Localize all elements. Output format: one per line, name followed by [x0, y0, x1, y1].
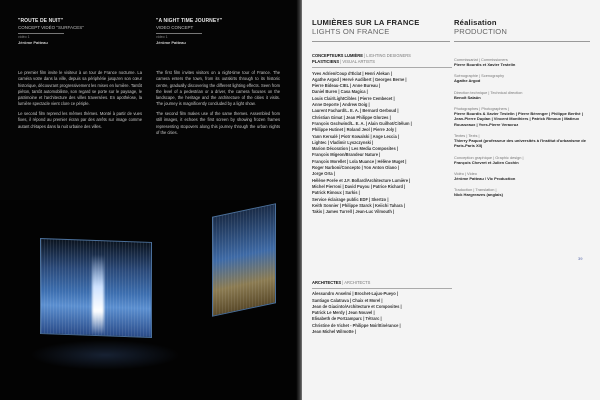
section-heading [312, 280, 452, 286]
architects-section [312, 280, 452, 335]
designers-list [312, 71, 452, 216]
credit-line: Marion Décoration | Les Media Composites | [312, 146, 399, 152]
architects-heading-en: | ARCHITECTS [342, 280, 371, 285]
credit-line: Louis Clair/LightCibles | Pierre Cembecet | [312, 95, 395, 101]
floor-glow [30, 340, 180, 370]
credit-line: Jean Michel Wilmotte | [312, 329, 356, 335]
credit-line: Takis | James Turrell | Jean-Luc Vilmouth | [312, 209, 395, 215]
production-name: Benoît Salaün [454, 94, 481, 100]
credit-line: Lightec | Vladimir Lyszczynski | [312, 139, 374, 145]
divider [312, 41, 450, 42]
projection-screen-right [212, 203, 276, 317]
realisation-fr: Réalisation [454, 18, 497, 27]
designers-heading-en: | LIGHTING DESIGNERS [364, 53, 411, 58]
production-title [454, 18, 590, 42]
divider [312, 67, 452, 68]
credit-line: Keith Sonnier | Philippe Starck | Keiichi Tahara | [312, 202, 405, 208]
divider [312, 288, 452, 289]
realisation-en: PRODUCTION [454, 27, 508, 36]
page-number: 39 [578, 256, 583, 261]
fr-credit-name: Jérôme Patteau [18, 39, 48, 45]
credit-line: Anne Deporte | Andrew Doig | [312, 102, 370, 108]
credit-line: Jean de Giacinto/Architecture et Composites | [312, 303, 402, 309]
section-heading [312, 59, 452, 65]
right-page [302, 0, 600, 400]
artists-heading-en: | VISUAL ARTISTS [340, 59, 375, 65]
production-name: Thierry Paquot (professeur des universités à l'Institut d'urbanisme de Paris-Paris XII) [454, 137, 586, 149]
credit-line: Roger Narboni/Concepto | Yon Anton Olano | [312, 165, 400, 171]
production-item [454, 187, 588, 197]
divider [18, 33, 64, 34]
fr-paragraph: Le premier film invite le visiteur à un tour de France nocturne. La caméra votre dans la ville, depuis sa périphérie jusqu'en son cœur historique, découvrant progressivement les mises en lumière. Tantôt piéton, tantôt automobiliste, son regard se porte sur le paysage, le patrimoine et l'architecture des villes traversées. En apothéose, la lumière spectacle vient clore ce périple. [18, 70, 142, 107]
production-credits [454, 57, 588, 204]
title-fr: LUMIÈRES SUR LA FRANCE [312, 18, 420, 27]
architects-list [312, 291, 452, 335]
credit-line: Hélène Porée et J.F. Bollard/Architecture Lumière | [312, 177, 411, 183]
production-item [454, 57, 588, 67]
credit-line: Santiago Calatrava | Chaix et Morel | [312, 297, 383, 303]
fr-paragraph: Le second film reprend les mêmes thèmes. Monté à partir de vues fixes, il répond au premier écran par des arrêts sur image comme autant d'étapes dans la nuit urbaine des villes. [18, 110, 142, 129]
en-credit-name: Jérôme Patteau [156, 39, 186, 45]
installation-photo [0, 200, 298, 400]
credit-line: Christian Gimat | Jean Philippe Glorzes | [312, 114, 391, 120]
production-role: Scénographie | Scenography [454, 73, 505, 79]
credit-line: Yves Adrien/Coup d'Éclat | Henri Alekan | [312, 70, 392, 76]
architects-heading: ARCHITECTES [312, 280, 342, 285]
fr-text [18, 70, 142, 133]
production-item [454, 155, 588, 165]
credit-line: Alessandro Anselmi | Brochet-Lajus-Pueyo | [312, 291, 399, 297]
divider [454, 41, 590, 42]
production-role: Commissariat | Commissioners [454, 57, 508, 62]
credit-line: Laurent Fachard/L. E. A. | Bernard Gerboud | [312, 108, 399, 114]
fr-credit-label: vidéo 1 [18, 35, 30, 39]
artists-heading: PLASTICIENS [312, 59, 340, 65]
production-name: Jérôme Patteau / Vic Production [454, 175, 516, 181]
production-name: Pierre Bourdis & Xavier Testelin | Pierre Bérenger | Philippe Berthé | Jean-Pierre Duplan | Vincent Monthiers | Patrick Rimoux | Matieux Rousseaux | Yves-Pierre Veracruz [454, 111, 583, 127]
credit-line: Yann Kersalé | Piotr Kowalski | Ange Leccia | [312, 133, 400, 139]
credit-line: Patrick Rimoux | Sarkis | [312, 190, 360, 196]
credit-line: Michel Pierroni | David Puyou | Patrice Richard | [312, 183, 406, 189]
credit-line: Philippe Hutinet | Roland Jeol | Pierre Joly | [312, 127, 397, 133]
en-film-subtitle: VIDEO CONCEPT [156, 24, 194, 30]
credit-line: François Morellet | Lola Muance | Hélène Muget | [312, 158, 407, 164]
production-name: Pierre Bourdis et Xavier Testelin [454, 62, 516, 67]
production-role: Vidéo | Video [454, 170, 477, 176]
credit-line: Christine de Vichet - Philippe Noir/Itinérance | [312, 322, 401, 328]
production-item [454, 106, 588, 127]
credit-line: Pierre Bideau-CIEL | Anne Bureau | [312, 83, 381, 89]
production-item [454, 90, 588, 100]
production-name: Nick Hargreaves (anglais) [454, 192, 503, 198]
en-paragraph: The second film makes use of the same themes. Assembled from still images, it echoes the first screen by showing frozen frames representing stopovers along this journey through the urban nights of the cities. [156, 110, 280, 135]
fr-film-subtitle: CONCEPT VIDÉO "SURFACES" [18, 24, 84, 30]
credit-line: Elisabeth de Portzamparc | Tétrarc | [312, 316, 382, 322]
light-streak [92, 255, 104, 335]
production-item [454, 171, 588, 181]
production-name: Agathe Argod [454, 78, 481, 84]
exhibition-title [312, 18, 450, 42]
production-name: François Chevret et Julien Cochin [454, 159, 519, 165]
designers-heading: CONCEPTEURS LUMIÈRE [312, 53, 363, 58]
credit-line: François Migeon/Brandeur Nature | [312, 152, 381, 158]
credit-line: Patrick Le Merdy | Jean Nouvel | [312, 310, 375, 316]
divider [156, 33, 202, 34]
production-role: Conception graphique | Graphic design | [454, 154, 524, 160]
designers-section [312, 53, 452, 215]
fr-film-title: "ROUTE DE NUIT" [18, 18, 64, 24]
production-role: Traduction | Translation | [454, 187, 497, 193]
production-item [454, 73, 588, 83]
credit-line: François Gschwind/L. E. A. | Alain Guilhot/Citélum | [312, 120, 412, 126]
en-credit-label: video 1 [156, 35, 168, 39]
en-film-title: "A NIGHT TIME JOURNEY" [156, 18, 223, 24]
en-text [156, 70, 280, 139]
production-role: Photographes | Photographers | [454, 106, 510, 112]
production-item [454, 133, 588, 148]
en-column-header [156, 18, 276, 45]
production-role: Textes | Texts | [454, 132, 480, 138]
title-en: LIGHTS ON FRANCE [312, 27, 390, 36]
fr-column-header [18, 18, 138, 45]
left-page [0, 0, 298, 400]
credit-line: Agathe Argod | Hervé Audibert | Georges Berne | [312, 76, 407, 82]
production-role: Direction technique | Technical direction [454, 89, 523, 95]
en-paragraph: The first film invites visitors on a night-time tour of France. The camera enters the town, from its outskirts through to its historic centre, gradually discovering the different lighting effects. Seen from the level of a pedestrian or a driver, the camera focuses on the landscape, the heritage and the architecture of the cities it visits. The journey is magnificently concluded by a light show. [156, 70, 280, 107]
credit-line: Service éclairage public EDF | Skertzo | [312, 196, 389, 202]
credit-line: Daniel Buren | Casa Magica | [312, 89, 368, 95]
credit-line: Jorge Orta | [312, 171, 335, 177]
